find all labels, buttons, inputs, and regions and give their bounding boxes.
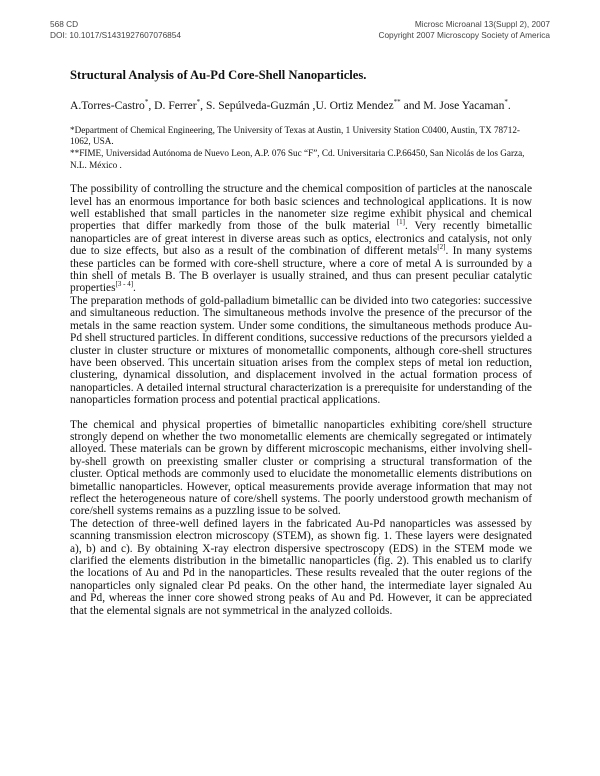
paragraph-text: The preparation methods of gold-palladium bimetallic can be divided into two categories: successive and simultaneous reduction. The simultaneous methods involve the presence of the precursor of the metals in the same reaction system. Under some conditions, the simultaneous methods produce Au-Pd shell structured particles. In different conditions, successive reductions of the precursors yielded a cluster in cluster structure or mixtures of monometallic components, although core-shell structures have been observed. This uncertain situation arises from the complex steps of metal ion reduction, clustering, dynamical dissolution, and displacement involved in the actual formation process of nanoparticles. A detailed internal structural characterization is a prerequisite for understanding of the nanoparticles formation process and potential practical applications. (70, 294, 532, 407)
paragraph-text: The chemical and physical properties of bimetallic nanoparticles exhibiting core/shell structure strongly depend on whether the two monometallic elements are chemically segregated or intimately alloyed. These materials can be grown by different microscopic mechanisms, either involving shell-by-shell growth on preexisting smaller cluster or comprising a structural transformation of the cluster. Optical methods are commonly used to elucidate the monometallic elements distributions on bimetallic nanoparticles. However, optical measurements provide average information that may not reflect the heterogeneous nature of core/shell systems. The poorly understood growth mechanism of core/shell systems remains as a puzzling issue to be solved. (70, 418, 532, 518)
article-body (70, 183, 532, 617)
paragraph-text: The detection of three-well defined layers in the fabricated Au-Pd nanoparticles was assessed by scanning transmission electron microscopy (STEM), as shown fig. 1. These layers were designated a), b) and c). By obtaining X-ray electron dispersive spectroscopy (EDS) in the STEM mode we clarified the elements distribution in the bimetallic nanoparticles (fig. 2). This enabled us to clarify the locations of Au and Pd in the nanoparticles. These results revealed that the outer regions of the nanoparticles only signaled clear Pd peaks. On the other hand, the intermediate layer signaled Au and Pd, whereas the inner core showed strong peaks of Au and Pd. However, it can be appreciated that the elemental signals are not symmetrical in the analyzed colloids. (70, 517, 532, 617)
body-paragraph (70, 419, 532, 518)
body-paragraph (70, 518, 532, 617)
author-separator: , (200, 98, 206, 112)
author-affiliation-mark: * (504, 98, 508, 106)
author-affiliation-mark: * (144, 98, 149, 106)
paragraph-text: . Very recently bimetallic nanoparticles are of great interest in diverse areas such as optics, electronics and catalysis, not only due to size effects, but also as a result of the combination of different metals (70, 220, 532, 258)
copyright: Copyright 2007 Microscopy Society of America (378, 30, 550, 40)
author-affiliation-mark: ** (393, 98, 401, 106)
doi: DOI: 10.1017/S1431927607076854 (50, 30, 182, 40)
paragraph-text: . In many systems these particles can be formed with core-shell structure, where a core of metal A is surrounded by a thin shell of metals B. The B overlayer is usually strained, and thus can present peculiar catalytic properties (70, 245, 532, 295)
body-paragraph (70, 295, 532, 407)
journal-citation: Microsc Microanal 13(Suppl 2), 2007 (414, 19, 550, 29)
paragraph-gap (70, 407, 532, 419)
header-right (378, 19, 550, 41)
affiliation-1: *Department of Chemical Engineering, The University of Texas at Austin, 1 University Station C0400, Austin, TX 78712-1062, USA. (70, 124, 520, 147)
author-separator: and (400, 98, 424, 112)
author-list (70, 95, 532, 113)
author-separator: , (148, 98, 155, 112)
body-paragraph (70, 183, 532, 295)
paragraph-text: . (133, 282, 136, 295)
author-affiliation-mark: * (196, 98, 201, 106)
affiliation-2: **FIME, Universidad Autónoma de Nuevo Leon, A.P. 076 Suc “F”, Cd. Universitaria C.P.66450, San Nicolás de los Garza, N.L. México . (70, 148, 525, 170)
affiliations (70, 125, 532, 171)
author-name: M. Jose Yacaman (423, 98, 505, 112)
article-title: Structural Analysis of Au-Pd Core-Shell Nanoparticles. (70, 68, 367, 82)
author-name: S. Sepúlveda-Guzmán (205, 98, 310, 112)
citation-ref: [2] (437, 243, 446, 252)
article-content (70, 68, 532, 617)
author-separator: , (309, 98, 316, 112)
page-code: 568 CD (50, 19, 79, 29)
author-name: D. Ferrer (154, 98, 197, 112)
author-separator: . (507, 98, 511, 112)
header-left (50, 19, 181, 41)
author-name: U. Ortiz Mendez (315, 98, 394, 112)
paragraph-text: The possibility of controlling the structure and the chemical composition of particles at the nanoscale level has an enormous importance for both basic sciences and technological applications. It is now well established that small particles in the nanometer size regime exhibit physical and chemical properties that differ markedly from those of the bulk material (70, 183, 532, 233)
author-name: A.Torres-Castro (70, 98, 145, 112)
citation-ref: [3 - 4] (115, 280, 134, 289)
citation-ref: [1] (396, 218, 405, 227)
